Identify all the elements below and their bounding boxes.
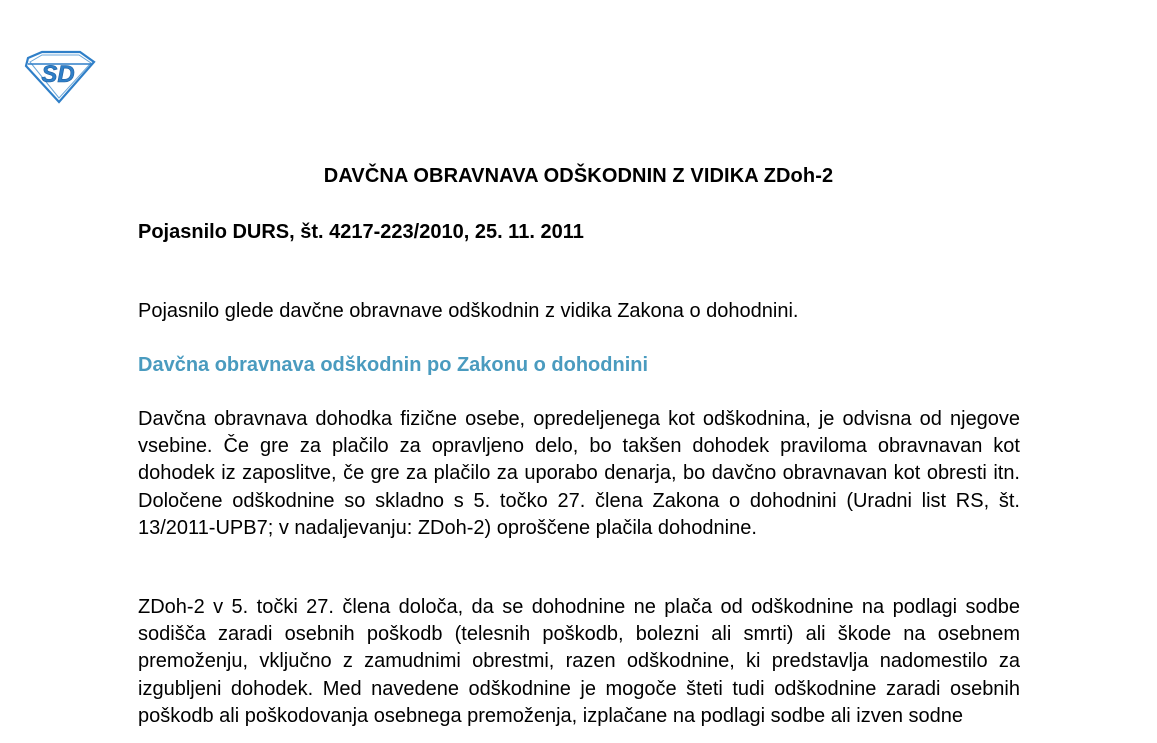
svg-text:SD: SD (41, 61, 75, 88)
document-subtitle: Pojasnilo DURS, št. 4217-223/2010, 25. 11. 2011 (138, 221, 584, 243)
section-heading: Davčna obravnava odškodnin po Zakonu o dohodnini (138, 354, 649, 376)
intro-paragraph: Pojasnilo glede davčne obravnave odškodnin z vidika Zakona o dohodnini. (138, 300, 799, 322)
body-paragraph: Davčna obravnava dohodka fizične osebe, opredeljenega kot odškodnina, je odvisna od njegove vsebine. Če gre za plačilo za opravljeno delo, bo takšen dohodek praviloma obravnavan kot dohodek iz zaposlitve, če gre za plačilo za uporabo denarja, bo davčno obravnavan kot obresti itn. Določene odškodnine so skladno s 5. točko 27. člena Zakona o dohodnini (Uradni list RS, št. 13/2011-UPB7; v nadaljevanju: ZDoh-2) oproščene plačila dohodnine. (138, 408, 1020, 539)
sd-diamond-logo-icon (22, 50, 96, 104)
body-paragraph: ZDoh-2 v 5. točki 27. člena določa, da se dohodnine ne plača od odškodnine na podlagi sodbe sodišča zaradi osebnih poškodb (telesnih poškodb, bolezni ali smrti) ali škode na osebnem premoženju, vključno z zamudnimi obrestmi, razen odškodnine, ki predstavlja nadomestilo za izgubljeni dohodek. Med navedene odškodnine je mogoče šteti tudi odškodnine zaradi osebnih poškodb ali poškodovanja osebnega premoženja, izplačane na podlagi sodbe ali izven sodne (138, 596, 1020, 727)
document-title: DAVČNA OBRAVNAVA ODŠKODNIN Z VIDIKA ZDoh-2 (323, 165, 834, 187)
